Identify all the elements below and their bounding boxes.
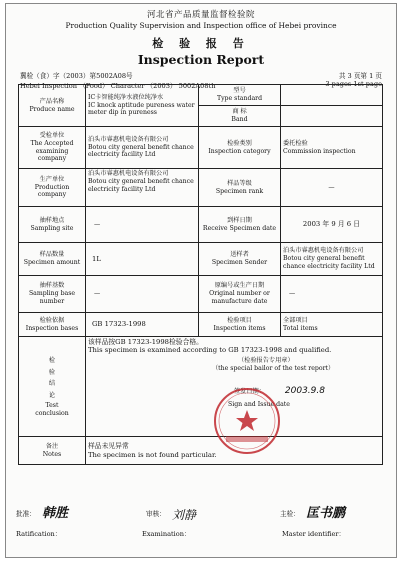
category-label: 检验类别 Inspection category [199, 127, 281, 169]
receive-date-label: 到样日期 Receive Specimen date [199, 207, 281, 243]
sender-value: 泊头市睿惠机电设备有限公司 Botou city general benefit chance electricity facility Ltd [281, 243, 383, 276]
master-label-en: Master identifier： [282, 530, 346, 538]
product-name-label: 产品名称 Produce name [19, 85, 86, 127]
rank-label: 样品等级 Specimen rank [199, 169, 281, 207]
product-name-value: IC卡智能纯净水液位纯净水 IC knock aptitude pureness water meter dip in pureness [86, 85, 199, 127]
page-count-cn: 共 3 页第 1 页 [338, 72, 382, 80]
official-seal-stamp [212, 386, 282, 456]
exam-label-cn: 审核： [146, 510, 166, 518]
report-seal-en: （the special bailor of the test report） [212, 364, 335, 372]
brand-label: 商 标 Band [199, 106, 281, 127]
conclusion-text-cn: 该样品按GB 17323-1998检验合格。 [88, 338, 203, 346]
test-conclusion-label: 检 验 结 论 Test conclusion [19, 337, 86, 437]
original-number-label: 原编号或生产日期 Original number or manufacture date [199, 276, 281, 313]
conclusion-text-en: This specimen is examined according to GB 17323-1998 and qualified. [88, 346, 332, 355]
notes-label: 备注 Notes [19, 437, 86, 465]
signature-row [12, 506, 392, 552]
exam-label-en: Examination： [142, 530, 191, 538]
report-number-en: Hebei Inspection （Food） Character （2003） 5002A08th [20, 82, 216, 90]
receive-date-value: 2003 年 9 月 6 日 [281, 207, 383, 243]
org-name-cn: 河北省产品质量监督检验院 [146, 10, 255, 20]
org-name-en: Production Quality Supervision and Inspection office of Hebei province [65, 21, 337, 30]
category-value: 委托检验 Commission inspection [281, 127, 383, 169]
sign-date-handwritten: 2003.9.8 [284, 386, 325, 397]
report-title-en: Inspection Report [137, 52, 265, 67]
report-number-cn: 冀检（食）字（2003）第5002A08号 [20, 72, 133, 80]
master-signature: 匡书鹏 [306, 506, 346, 521]
sampling-site-label: 抽样地点 Sampling site [19, 207, 86, 243]
accepted-company-label: 受检单位 The Accepted examining company [19, 127, 86, 169]
producer-value: 泊头市睿惠机电设备有限公司 Botou city general benefit chance electricity facility Ltd [86, 169, 199, 207]
inspection-items-value: 全部项目 Total items [281, 313, 383, 337]
notes-value: 样品未见异常 The specimen is not found particular. [86, 437, 383, 465]
inspection-items-label: 检验项目 Inspection items [199, 313, 281, 337]
sampling-base-label: 抽样基数 Sampling base number [19, 276, 86, 313]
exam-signature: 刘静 [172, 508, 197, 522]
master-label-cn: 主检： [280, 510, 300, 518]
sign-date-label-cn: 签发日期： [234, 388, 265, 396]
page-count-en: 3 pages 1st page [325, 80, 382, 88]
type-label: 型号 Type standard [199, 85, 281, 106]
original-number-value: — [281, 276, 383, 313]
brand-value [281, 106, 383, 127]
specimen-amount-value: 1L [86, 243, 199, 276]
accepted-company-value: 泊头市睿惠机电设备有限公司 Botou city general benefit chance electricity facility Ltd [86, 127, 199, 169]
inspection-report-page [5, 3, 397, 558]
sampling-site-value: — [86, 207, 199, 243]
report-title-cn: 检 验 报 告 [152, 37, 250, 50]
producer-label: 生产单位 Production company [19, 169, 86, 207]
ratify-label-en: Ratification： [16, 530, 62, 538]
inspection-bases-value: GB 17323-1998 [86, 313, 199, 337]
rank-value: — [281, 169, 383, 207]
report-table [18, 84, 383, 465]
ratify-signature: 韩胜 [42, 506, 69, 521]
inspection-bases-label: 检验依据 Inspection bases [19, 313, 86, 337]
sampling-base-value: — [86, 276, 199, 313]
report-seal-cn: （检验报告专用章） [238, 356, 294, 364]
type-value [281, 85, 383, 106]
specimen-amount-label: 样品数量 Specimen amount [19, 243, 86, 276]
ratify-label-cn: 批准： [16, 510, 36, 518]
sender-label: 送样者 Specimen Sender [199, 243, 281, 276]
sign-date-label-en: Sign and Issue date [228, 400, 290, 408]
